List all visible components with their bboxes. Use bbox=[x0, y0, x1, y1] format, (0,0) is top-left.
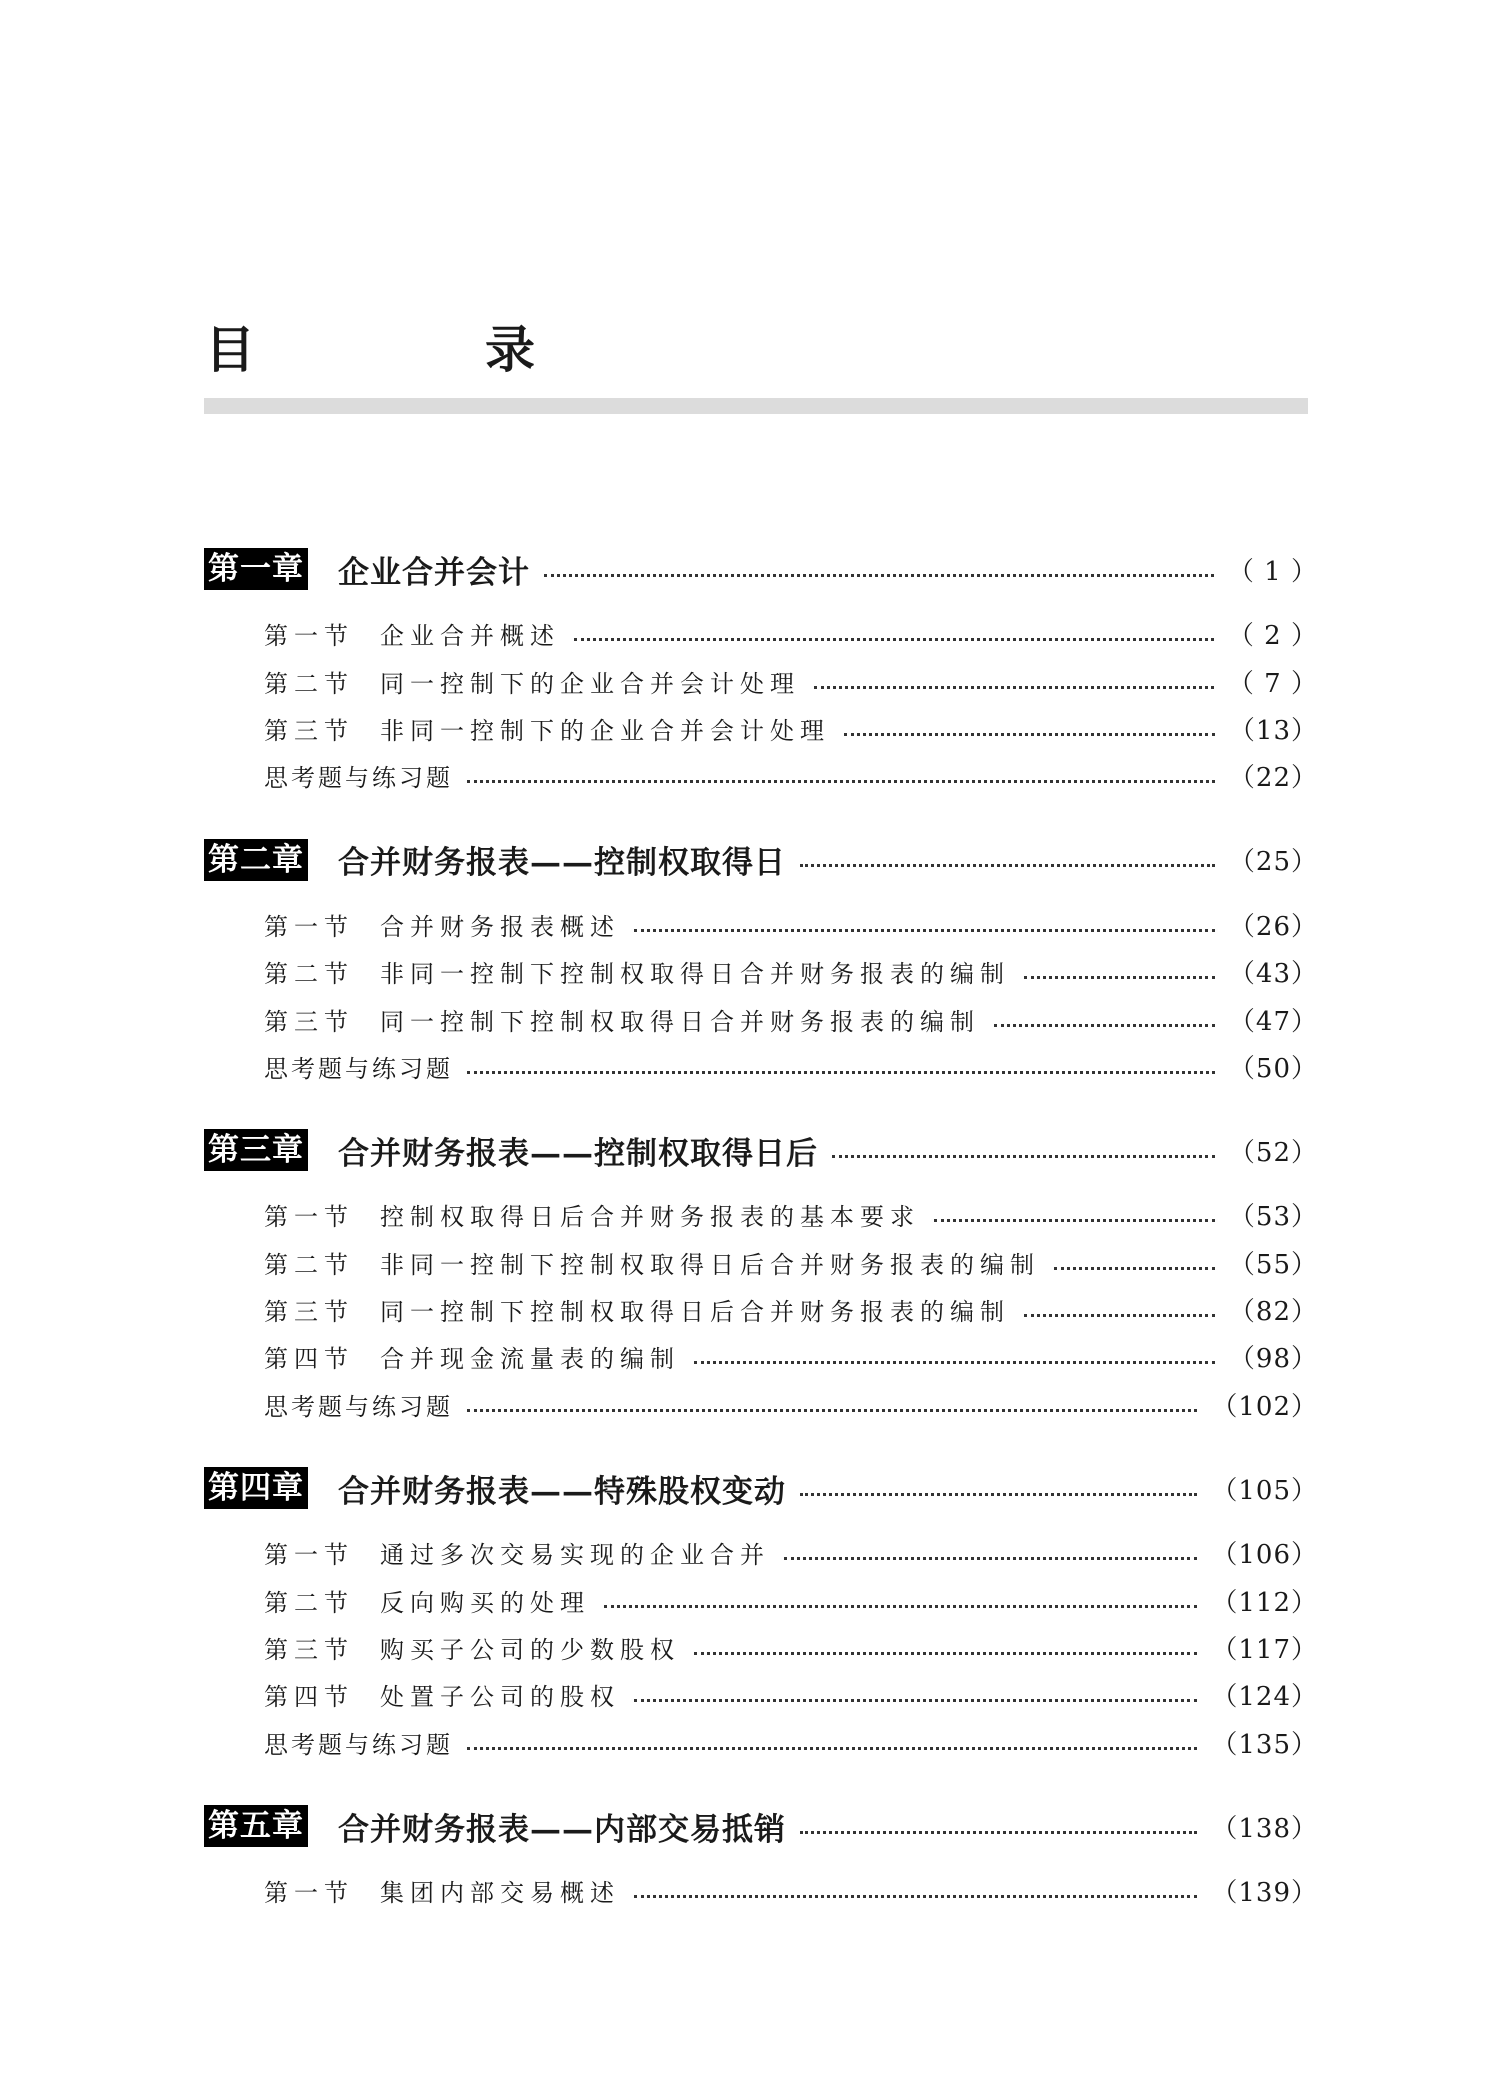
chapter-label: 第二章 bbox=[204, 839, 308, 881]
toc-section-entry[interactable] bbox=[204, 657, 1318, 704]
dot-leader bbox=[694, 1361, 1215, 1364]
chapter-page-number: （ 1 ） bbox=[1227, 556, 1318, 587]
section-page-number: （47） bbox=[1228, 1006, 1318, 1037]
chapter-title: 合并财务报表——内部交易抵销 bbox=[338, 1811, 786, 1848]
dot-leader bbox=[1024, 1314, 1215, 1317]
section-number: 第一节 bbox=[264, 622, 354, 651]
dot-leader bbox=[800, 1493, 1197, 1496]
chapter-sections bbox=[204, 610, 1318, 800]
toc-section-entry[interactable] bbox=[204, 1576, 1318, 1623]
section-number: 第三节 bbox=[264, 1298, 354, 1327]
section-title: 合并财务报表概述 bbox=[380, 912, 620, 941]
chapter-title: 合并财务报表——控制权取得日 bbox=[338, 845, 786, 882]
section-page-number: （98） bbox=[1228, 1344, 1318, 1375]
dot-leader bbox=[784, 1557, 1197, 1560]
toc-chapter-entry[interactable] bbox=[204, 1797, 1318, 1855]
section-number: 第三节 bbox=[264, 716, 354, 745]
table-of-contents bbox=[204, 540, 1318, 1914]
section-page-number: （13） bbox=[1228, 715, 1318, 746]
toc-section-entry[interactable] bbox=[204, 1333, 1318, 1380]
section-page-number: （26） bbox=[1228, 911, 1318, 942]
chapter-label: 第五章 bbox=[204, 1805, 308, 1847]
section-page-number: （106） bbox=[1211, 1540, 1318, 1571]
section-page-number: （117） bbox=[1211, 1635, 1318, 1666]
toc-section-entry[interactable] bbox=[204, 1671, 1318, 1718]
chapter-sections bbox=[204, 1867, 1318, 1914]
dot-leader bbox=[634, 1895, 1197, 1898]
toc-exercises-entry[interactable] bbox=[204, 752, 1318, 799]
toc-exercises-entry[interactable] bbox=[204, 1381, 1318, 1428]
section-title: 集团内部交易概述 bbox=[380, 1879, 620, 1908]
toc-section-entry[interactable] bbox=[204, 1239, 1318, 1286]
section-title: 合并现金流量表的编制 bbox=[380, 1345, 680, 1374]
dot-leader bbox=[694, 1652, 1197, 1655]
section-title: 同一控制下控制权取得日合并财务报表的编制 bbox=[380, 1007, 980, 1036]
section-title: 企业合并概述 bbox=[380, 622, 560, 651]
section-number: 第四节 bbox=[264, 1683, 354, 1712]
section-page-number: （22） bbox=[1228, 763, 1318, 794]
toc-section-entry[interactable] bbox=[204, 995, 1318, 1042]
section-title: 处置子公司的股权 bbox=[380, 1683, 620, 1712]
section-title: 思考题与练习题 bbox=[264, 764, 453, 793]
toc-section-entry[interactable] bbox=[204, 1624, 1318, 1671]
dot-leader bbox=[994, 1024, 1215, 1027]
section-title: 非同一控制下控制权取得日后合并财务报表的编制 bbox=[380, 1250, 1040, 1279]
section-title: 控制权取得日后合并财务报表的基本要求 bbox=[380, 1203, 920, 1232]
dot-leader bbox=[467, 1409, 1197, 1412]
section-number: 第二节 bbox=[264, 1588, 354, 1617]
toc-exercises-entry[interactable] bbox=[204, 1719, 1318, 1766]
section-title: 思考题与练习题 bbox=[264, 1730, 453, 1759]
chapter-sections bbox=[204, 901, 1318, 1091]
toc-chapter-entry[interactable] bbox=[204, 1121, 1318, 1179]
section-number: 第一节 bbox=[264, 1203, 354, 1232]
dot-leader bbox=[1054, 1267, 1215, 1270]
section-page-number: （ 2 ） bbox=[1227, 621, 1318, 652]
toc-section-entry[interactable] bbox=[204, 1286, 1318, 1333]
dot-leader bbox=[574, 638, 1214, 641]
dot-leader bbox=[934, 1219, 1215, 1222]
section-title: 非同一控制下控制权取得日合并财务报表的编制 bbox=[380, 960, 1010, 989]
toc-chapter bbox=[204, 1459, 1318, 1766]
chapter-title: 合并财务报表——特殊股权变动 bbox=[338, 1473, 786, 1510]
section-page-number: （50） bbox=[1228, 1053, 1318, 1084]
section-page-number: （53） bbox=[1228, 1202, 1318, 1233]
section-title: 非同一控制下的企业合并会计处理 bbox=[380, 716, 830, 745]
toc-chapter bbox=[204, 831, 1318, 1091]
dot-leader bbox=[800, 864, 1215, 867]
toc-chapter bbox=[204, 540, 1318, 800]
section-number: 第一节 bbox=[264, 1541, 354, 1570]
section-number: 第三节 bbox=[264, 1636, 354, 1665]
section-title: 反向购买的处理 bbox=[380, 1588, 590, 1617]
dot-leader bbox=[544, 574, 1214, 577]
section-page-number: （ 7 ） bbox=[1227, 668, 1318, 699]
toc-chapter bbox=[204, 1797, 1318, 1914]
chapter-sections bbox=[204, 1529, 1318, 1766]
chapter-title: 企业合并会计 bbox=[338, 554, 530, 591]
section-title: 思考题与练习题 bbox=[264, 1392, 453, 1421]
section-title: 购买子公司的少数股权 bbox=[380, 1636, 680, 1665]
dot-leader bbox=[634, 929, 1215, 932]
section-page-number: （102） bbox=[1211, 1391, 1318, 1422]
chapter-page-number: （25） bbox=[1228, 847, 1318, 878]
section-number: 第四节 bbox=[264, 1345, 354, 1374]
dot-leader bbox=[467, 780, 1215, 783]
section-number: 第三节 bbox=[264, 1007, 354, 1036]
section-title: 通过多次交易实现的企业合并 bbox=[380, 1541, 770, 1570]
section-page-number: （82） bbox=[1228, 1297, 1318, 1328]
dot-leader bbox=[814, 686, 1214, 689]
chapter-page-number: （138） bbox=[1211, 1813, 1318, 1844]
chapter-label: 第三章 bbox=[204, 1129, 308, 1171]
toc-exercises-entry[interactable] bbox=[204, 1043, 1318, 1090]
dot-leader bbox=[604, 1605, 1197, 1608]
toc-section-entry[interactable] bbox=[204, 1529, 1318, 1576]
toc-section-entry[interactable] bbox=[204, 948, 1318, 995]
chapter-label: 第一章 bbox=[204, 548, 308, 590]
toc-section-entry[interactable] bbox=[204, 1191, 1318, 1238]
dot-leader bbox=[800, 1831, 1197, 1834]
section-number: 第二节 bbox=[264, 960, 354, 989]
page-title: 目 录 bbox=[205, 320, 625, 379]
toc-chapter bbox=[204, 1121, 1318, 1428]
toc-chapter-entry[interactable] bbox=[204, 831, 1318, 889]
section-number: 第二节 bbox=[264, 1250, 354, 1279]
chapter-sections bbox=[204, 1191, 1318, 1428]
toc-section-entry[interactable] bbox=[204, 705, 1318, 752]
chapter-title: 合并财务报表——控制权取得日后 bbox=[338, 1135, 818, 1172]
toc-section-entry[interactable] bbox=[204, 610, 1318, 657]
chapter-page-number: （52） bbox=[1228, 1137, 1318, 1168]
section-number: 第一节 bbox=[264, 1879, 354, 1908]
title-rule bbox=[204, 398, 1308, 414]
section-page-number: （135） bbox=[1211, 1729, 1318, 1760]
dot-leader bbox=[1024, 976, 1215, 979]
dot-leader bbox=[844, 733, 1215, 736]
toc-section-entry[interactable] bbox=[204, 1867, 1318, 1914]
section-title: 同一控制下控制权取得日后合并财务报表的编制 bbox=[380, 1298, 1010, 1327]
section-page-number: （55） bbox=[1228, 1249, 1318, 1280]
chapter-label: 第四章 bbox=[204, 1467, 308, 1509]
section-number: 第一节 bbox=[264, 912, 354, 941]
toc-chapter-entry[interactable] bbox=[204, 1459, 1318, 1517]
chapter-page-number: （105） bbox=[1211, 1475, 1318, 1506]
toc-section-entry[interactable] bbox=[204, 901, 1318, 948]
section-number: 第二节 bbox=[264, 669, 354, 698]
section-page-number: （43） bbox=[1228, 959, 1318, 990]
section-page-number: （124） bbox=[1211, 1682, 1318, 1713]
section-title: 同一控制下的企业合并会计处理 bbox=[380, 669, 800, 698]
section-title: 思考题与练习题 bbox=[264, 1054, 453, 1083]
dot-leader bbox=[634, 1699, 1197, 1702]
section-page-number: （112） bbox=[1211, 1587, 1318, 1618]
dot-leader bbox=[467, 1747, 1197, 1750]
dot-leader bbox=[832, 1155, 1215, 1158]
toc-chapter-entry[interactable] bbox=[204, 540, 1318, 598]
dot-leader bbox=[467, 1071, 1215, 1074]
section-page-number: （139） bbox=[1211, 1878, 1318, 1909]
